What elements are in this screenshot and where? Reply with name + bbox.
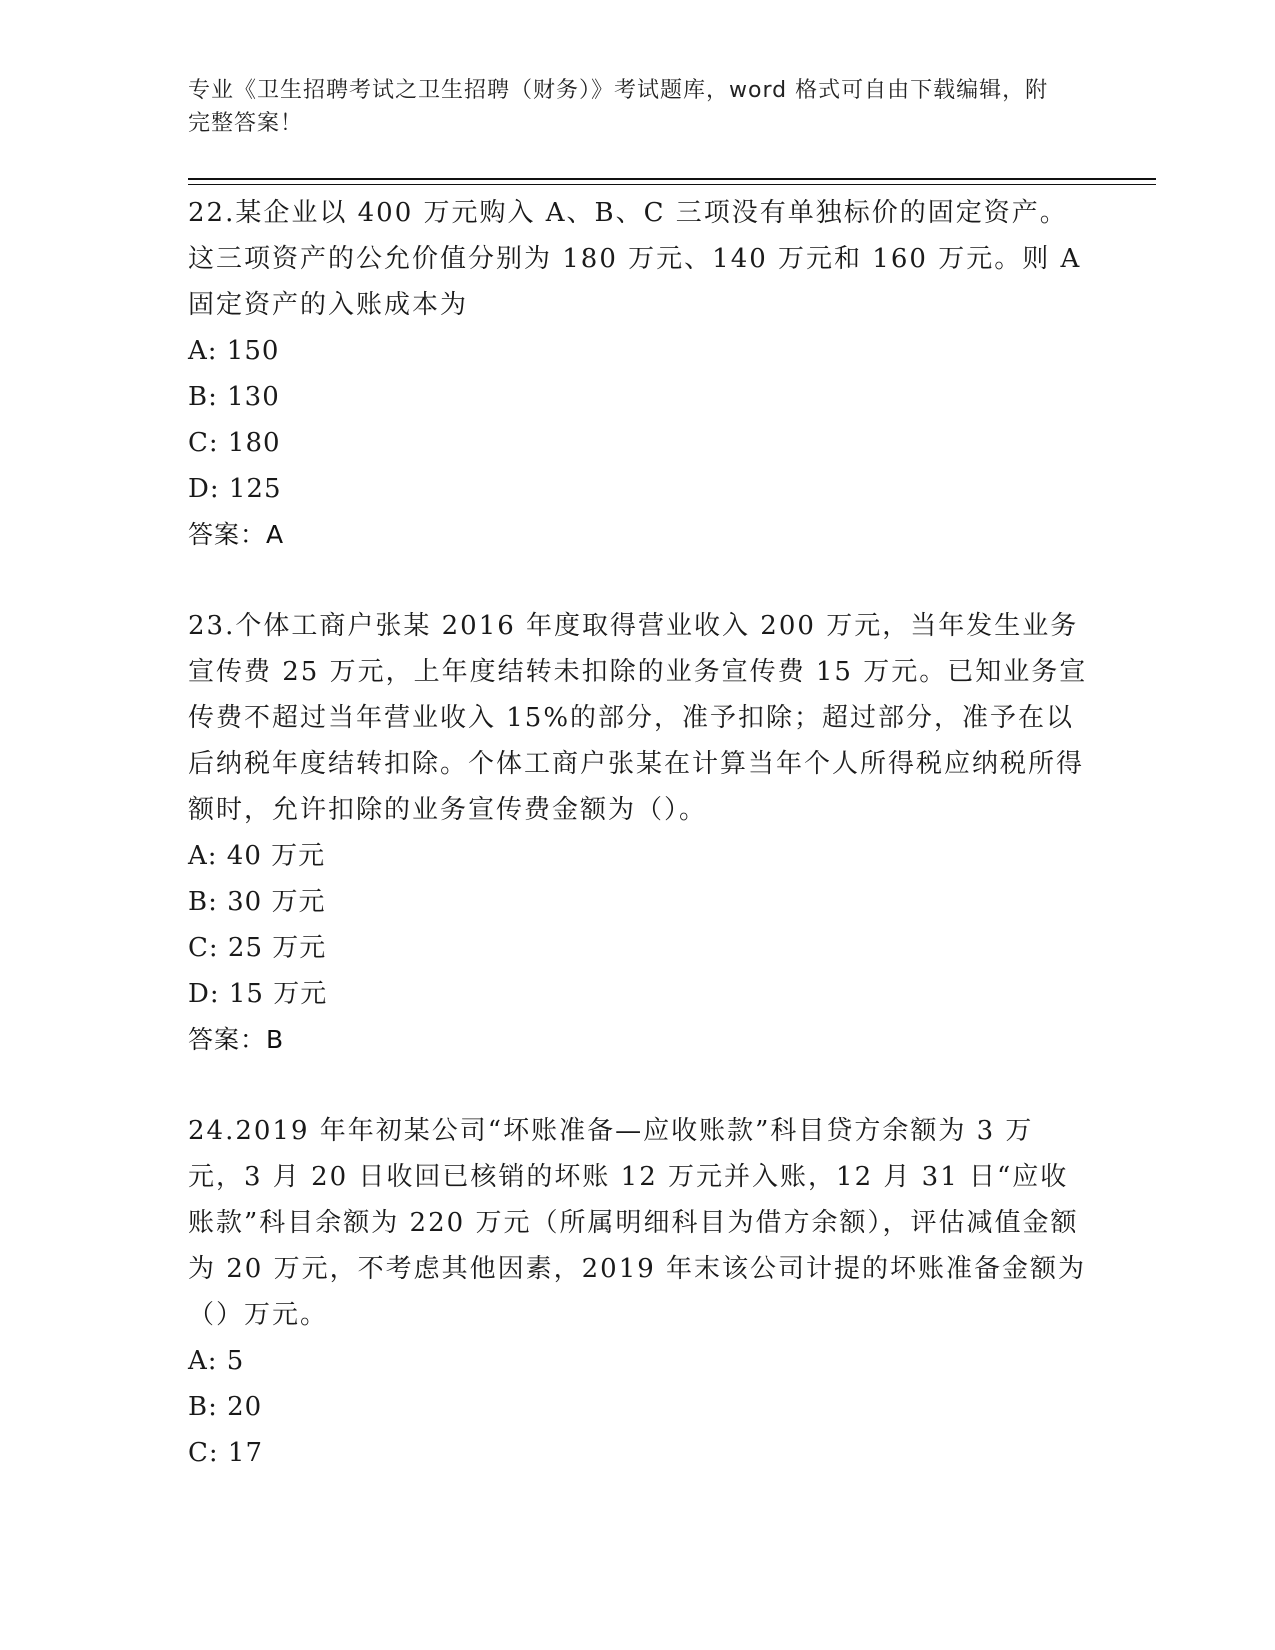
answer: 答案：B (188, 1025, 285, 1054)
answer: 答案：A (188, 520, 285, 549)
header-rule-thin (188, 184, 1156, 185)
option-a: A: 150 (188, 336, 280, 366)
question-stem: 22.某企业以 400 万元购入 A、B、C 三项没有单独标价的固定资产。这三项资产的公允价值分别为 180 万元、140 万元和 160 万元。则 A 固定资产的入账成本为 (188, 198, 1082, 320)
option-a: A: 5 (188, 1346, 245, 1376)
option-b: B: 130 (188, 382, 280, 412)
question-list (188, 190, 1088, 1521)
question-stem: 24.2019 年年初某公司“坏账准备—应收账款”科目贷方余额为 3 万元，3 月 20 日收回已核销的坏账 12 万元并入账，12 月 31 日“应收账款”科目余额为 220 万元（所属明细科目为借方余额），评估减值金额为 20 万元，不考虑其他因素，2019 年末该公司计提的坏账准备金额为（）万元。 (188, 1116, 1087, 1330)
question-22 (188, 190, 1088, 558)
option-b: B: 30 万元 (188, 887, 326, 917)
option-c: C: 17 (188, 1438, 264, 1468)
option-d: D: 15 万元 (188, 979, 328, 1009)
option-c: C: 180 (188, 428, 281, 458)
question-23 (188, 603, 1088, 1063)
question-stem: 23.个体工商户张某 2016 年度取得营业收入 200 万元，当年发生业务宣传费 25 万元，上年度结转未扣除的业务宣传费 15 万元。已知业务宣传费不超过当年营业收入 15%的部分，准予扣除；超过部分，准予在以后纳税年度结转扣除。个体工商户张某在计算当年个人所得税应纳税所得额时，允许扣除的业务宣传费金额为（）。 (188, 611, 1088, 825)
option-d: D: 125 (188, 474, 282, 504)
option-c: C: 25 万元 (188, 933, 327, 963)
header-rule-thick (188, 178, 1156, 180)
question-24 (188, 1108, 1088, 1476)
document-header: 专业《卫生招聘考试之卫生招聘（财务）》考试题库，word 格式可自由下载编辑，附完整答案！ (188, 78, 1049, 136)
option-b: B: 20 (188, 1392, 263, 1422)
option-a: A: 40 万元 (188, 841, 326, 871)
